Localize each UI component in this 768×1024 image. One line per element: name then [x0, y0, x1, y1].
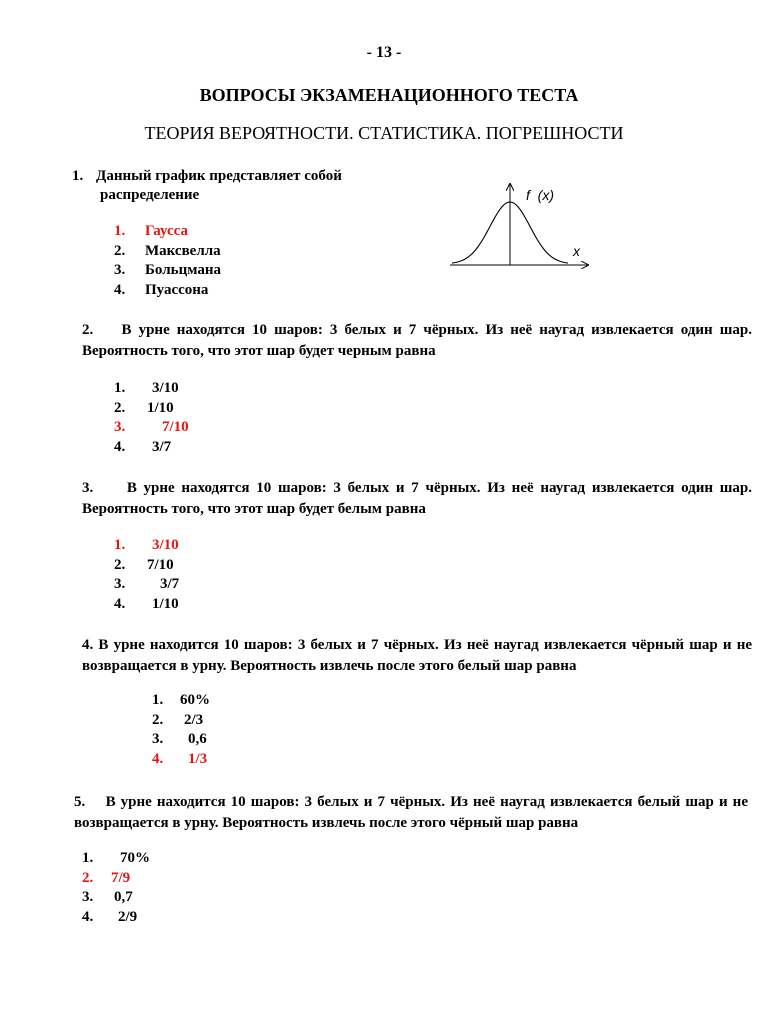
question-4-text: 4. В урне находится 10 шаров: 3 белых и 7 чёрных. Из неё наугад извлекается чёрный шар и не возвращается в урну. Вероятность извлечь после этого белый шар равна — [82, 637, 752, 674]
question-2-text: 2. В урне находятся 10 шаров: 3 белых и 7 чёрных. Из неё наугад извлекается один шар. Вероятность того, что этот шар будет черным равна — [82, 322, 752, 359]
question-3-option-1: 1. 3/10 — [114, 537, 179, 553]
x-axis-label: x — [573, 243, 580, 259]
question-2 — [82, 320, 752, 361]
document-title: ВОПРОСЫ ЭКЗАМЕНАЦИОННОГО ТЕСТА — [199, 85, 579, 105]
question-5 — [74, 792, 748, 833]
question-3-option-2: 2. 7/10 — [114, 556, 174, 573]
question-1-line-1: Данный график представляет собой — [96, 168, 342, 184]
question-1-option-4: 4. Пуассона — [114, 281, 209, 298]
question-1-number: 1. — [72, 168, 84, 184]
document-subtitle: ТЕОРИЯ ВЕРОЯТНОСТИ. СТАТИСТИКА. ПОГРЕШНОСТИ — [144, 123, 624, 143]
question-5-option-2: 2. 7/9 — [82, 869, 131, 886]
question-2-option-2: 2. 1/10 — [114, 399, 174, 416]
question-5-text: 5. В урне находится 10 шаров: 3 белых и 7 чёрных. Из неё наугад извлекается белый шар и не возвращается в урну. Вероятность извлечь после этого чёрный шар равна — [74, 794, 748, 831]
question-5-options — [82, 850, 150, 928]
question-3-options — [114, 537, 179, 615]
question-3-option-3: 3. 3/7 — [114, 576, 180, 592]
question-2-option-3: 3. 7/10 — [114, 419, 189, 435]
question-3 — [82, 478, 752, 519]
question-4 — [82, 635, 752, 676]
question-1-option-3: 3. Больцмана — [114, 262, 221, 278]
question-4-option-1: 1. 60% — [152, 692, 210, 708]
y-axis-label: f (x) — [526, 187, 554, 203]
question-2-option-1: 1. 3/10 — [114, 380, 179, 396]
question-4-option-3: 3. 0,6 — [152, 731, 207, 747]
question-5-option-4: 4. 2/9 — [82, 908, 138, 925]
page-number: - 13 - — [366, 44, 402, 61]
question-4-option-4: 4. 1/3 — [152, 750, 208, 767]
question-1-option-2: 2. Максвелла — [114, 242, 221, 259]
question-1-line-2: распределение — [100, 187, 200, 203]
question-1-options — [114, 223, 221, 301]
question-5-option-1: 1. 70% — [82, 850, 150, 866]
question-3-option-4: 4. 1/10 — [114, 595, 179, 612]
question-3-text: 3. В урне находятся 10 шаров: 3 белых и 7 чёрных. Из неё наугад извлекается один шар. Вероятность того, что этот шар будет белым равна — [82, 480, 752, 517]
gaussian-graph — [440, 178, 600, 278]
question-2-option-4: 4. 3/7 — [114, 438, 172, 455]
question-4-option-2: 2. 2/3 — [152, 711, 204, 728]
question-5-option-3: 3. 0,7 — [82, 889, 133, 905]
question-4-options — [152, 692, 210, 770]
question-2-options — [114, 380, 189, 458]
question-1-option-1: 1. Гаусса — [114, 223, 189, 239]
